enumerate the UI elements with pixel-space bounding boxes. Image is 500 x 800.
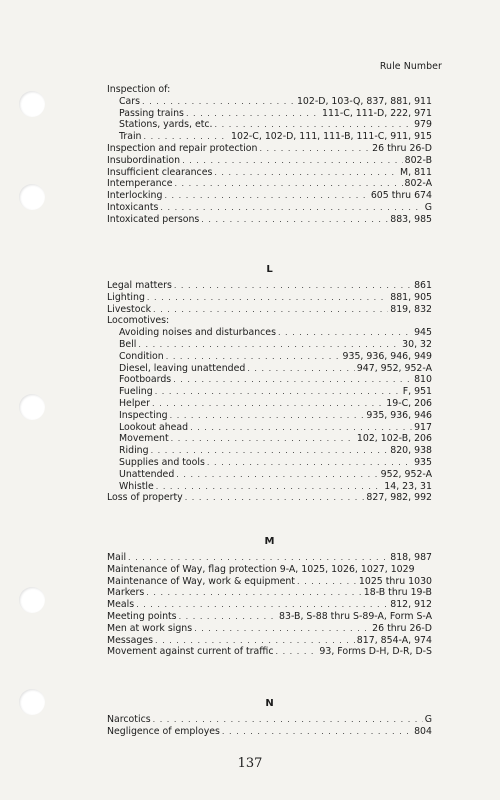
index-entry (107, 96, 432, 108)
index-entry (107, 214, 432, 226)
leader-dots (222, 726, 412, 738)
index-entry (107, 280, 432, 292)
index-entry (107, 646, 432, 658)
leader-dots (174, 280, 412, 292)
entry-rule-number: 818, 987 (390, 552, 432, 563)
entry-label: Cars (119, 95, 141, 107)
index-entry (107, 304, 432, 316)
leader-dots (215, 119, 413, 131)
leader-dots (194, 623, 370, 635)
index-entry (107, 422, 432, 434)
leader-dots (152, 398, 384, 410)
section-letter-n: N (265, 698, 274, 709)
index-entry (107, 108, 432, 120)
entry-rule-number: 14, 23, 31 (384, 480, 432, 492)
section-i (107, 84, 432, 226)
rule-number-header: Rule Number (379, 61, 442, 72)
leader-dots (278, 327, 412, 339)
entry-label: Insufficient clearances (107, 166, 213, 178)
leader-dots (173, 374, 412, 386)
entry-label: Legal matters (107, 280, 172, 291)
leader-dots (147, 292, 388, 304)
index-entry (107, 587, 432, 599)
entry-label: Movement (119, 433, 169, 445)
section-letter-m: M (264, 536, 275, 547)
index-entry (107, 714, 432, 726)
entry-rule-number: G (424, 201, 432, 213)
leader-dots (166, 351, 341, 363)
index-entry (107, 84, 432, 96)
leader-dots (142, 96, 295, 108)
index-entry (107, 599, 432, 611)
binder-hole (19, 184, 45, 210)
entry-label: Intoxicated persons (107, 213, 200, 225)
leader-dots (160, 202, 422, 214)
entry-rule-number: M, 811 (400, 166, 432, 178)
leader-dots (179, 611, 277, 623)
entry-rule-number: G (424, 714, 432, 725)
leader-dots (153, 304, 388, 316)
leader-dots (146, 587, 362, 599)
entry-rule-number: 935, 936, 946 (366, 409, 432, 421)
entry-rule-number: 18-B thru 19-B (363, 587, 432, 599)
section-n (107, 714, 432, 738)
entry-rule-number: 30, 32 (402, 338, 432, 350)
index-entry (107, 576, 432, 588)
index-entry (107, 726, 432, 738)
index-entry (107, 398, 432, 410)
entry-rule-number: 102-C, 102-D, 111, 111-B, 111-C, 911, 915 (231, 131, 432, 143)
section-m (107, 552, 432, 658)
entry-rule-number: 26 thru 26-D (372, 142, 432, 154)
section-l (107, 280, 432, 504)
leader-dots (156, 481, 383, 493)
entry-label: Supplies and tools (119, 456, 205, 468)
section-letter-l: L (266, 264, 273, 275)
entry-label: Insubordination (107, 154, 181, 166)
leader-dots (164, 190, 368, 202)
entry-label: Locomotives: (107, 315, 170, 327)
leader-dots (138, 339, 400, 351)
entry-rule-number: 820, 938 (390, 445, 432, 457)
leader-dots (185, 492, 365, 504)
entry-label: Riding (119, 445, 149, 457)
page-number: 137 (237, 756, 263, 771)
entry-rule-number: 935 (414, 456, 432, 468)
entry-rule-number: 804 (414, 725, 432, 737)
entry-label: Livestock (107, 303, 152, 315)
index-entry (107, 445, 432, 457)
entry-label: Meeting points (107, 610, 177, 622)
leader-dots (214, 167, 398, 179)
entry-label: Inspection and repair protection (107, 142, 258, 154)
entry-label: Men at work signs (107, 622, 193, 634)
entry-label: Unattended (119, 468, 175, 480)
entry-rule-number: 605 thru 674 (370, 190, 432, 202)
index-entry (107, 469, 432, 481)
entry-label: Lookout ahead (119, 421, 189, 433)
entry-rule-number: 102-D, 103-Q, 837, 881, 911 (296, 95, 432, 107)
leader-dots (182, 155, 403, 167)
entry-label: Diesel, leaving unattended (119, 362, 246, 374)
entry-rule-number: 83-B, S-88 thru S-89-A, Form S-A (279, 610, 432, 622)
entry-rule-number: 952, 952-A (380, 468, 432, 480)
entry-label: Movement against current of traffic (107, 646, 274, 658)
entry-rule-number: 917 (414, 421, 432, 433)
index-entry (107, 635, 432, 647)
index-entry (107, 292, 432, 304)
entry-label: Avoiding noises and disturbances (119, 327, 276, 339)
leader-dots (153, 714, 423, 726)
entry-label: Interlocking (107, 190, 163, 202)
index-entry (107, 433, 432, 445)
entry-rule-number: 93, Forms D-H, D-R, D-S (319, 646, 432, 658)
index-entry (107, 190, 432, 202)
entry-label: Markers (107, 587, 145, 599)
leader-dots (171, 433, 355, 445)
entry-rule-number: 827, 982, 992 (366, 492, 432, 504)
entry-rule-number: 802-A (404, 178, 432, 190)
entry-rule-number: 979 (414, 119, 432, 131)
leader-dots (190, 422, 412, 434)
entry-label: Loss of property (107, 492, 183, 504)
leader-dots (297, 576, 357, 588)
entry-label: Maintenance of Way, work & equipment (107, 575, 295, 587)
entry-label: Train (119, 131, 142, 143)
entry-rule-number: 26 thru 26-D (372, 622, 432, 634)
leader-dots (151, 445, 389, 457)
leader-dots (136, 599, 388, 611)
leader-dots (155, 635, 355, 647)
entry-rule-number: 861 (414, 280, 432, 291)
entry-label: Whistle (119, 480, 154, 492)
entry-label: Inspection of: (107, 84, 171, 95)
index-entry (107, 202, 432, 214)
leader-dots (170, 410, 365, 422)
entry-label: Narcotics (107, 714, 151, 725)
index-entry (107, 351, 432, 363)
leader-dots (247, 363, 354, 375)
entry-rule-number: 817, 854-A, 974 (356, 634, 432, 646)
leader-dots (259, 143, 370, 155)
index-entry (107, 410, 432, 422)
entry-label: Passing trains (119, 107, 184, 119)
entry-rule-number: 883, 985 (390, 213, 432, 225)
leader-dots (144, 131, 230, 143)
entry-rule-number: 945 (414, 327, 432, 339)
leader-dots (207, 457, 412, 469)
leader-dots (186, 108, 320, 120)
entry-label: Mail (107, 552, 127, 563)
leader-dots (128, 552, 388, 564)
index-entry (107, 564, 432, 576)
entry-rule-number: 111-C, 111-D, 222, 971 (322, 107, 432, 119)
entry-rule-number: 1025 thru 1030 (358, 575, 432, 587)
index-entry (107, 623, 432, 635)
binder-hole (19, 394, 45, 420)
index-entry (107, 167, 432, 179)
index-entry (107, 492, 432, 504)
index-entry (107, 481, 432, 493)
index-entry (107, 119, 432, 131)
leader-dots (174, 178, 402, 190)
entry-label: Negligence of employes (107, 725, 220, 737)
entry-rule-number: 19-C, 206 (386, 397, 432, 409)
index-entry (107, 155, 432, 167)
leader-dots (275, 646, 317, 658)
entry-rule-number: 802-B (404, 154, 432, 166)
leader-dots (201, 214, 388, 226)
index-entry (107, 457, 432, 469)
binder-hole (19, 689, 45, 715)
index-entry (107, 315, 432, 327)
entry-rule-number: 881, 905 (390, 291, 432, 303)
index-entry (107, 374, 432, 386)
entry-rule-number: 819, 832 (390, 303, 432, 315)
entry-rule-number: F, 951 (402, 386, 432, 398)
leader-dots (155, 386, 401, 398)
binder-hole (19, 587, 45, 613)
entry-label: Fueling (119, 386, 153, 398)
index-entry (107, 386, 432, 398)
entry-label: Intoxicants (107, 201, 159, 213)
index-entry (107, 552, 432, 564)
index-entry (107, 611, 432, 623)
entry-label: Stations, yards, etc. (119, 119, 213, 131)
entry-label: Footboards (119, 374, 172, 386)
entry-label: Maintenance of Way, flag protection 9-A, 1025, 1026, 1027, 1029 (107, 563, 415, 575)
entry-rule-number: 812, 912 (390, 599, 432, 611)
entry-label: Lighting (107, 291, 145, 303)
entry-rule-number: 947, 952, 952-A (356, 362, 432, 374)
entry-label: Bell (119, 338, 137, 350)
index-entry (107, 363, 432, 375)
entry-label: Messages (107, 634, 153, 646)
entry-label: Intemperance (107, 178, 173, 190)
entry-label: Meals (107, 599, 135, 611)
entry-label: Inspecting (119, 409, 168, 421)
index-entry (107, 327, 432, 339)
entry-rule-number: 935, 936, 946, 949 (342, 350, 432, 362)
binder-hole (19, 91, 45, 117)
index-entry (107, 339, 432, 351)
entry-label: Condition (119, 350, 164, 362)
index-entry (107, 178, 432, 190)
index-entry (107, 131, 432, 143)
index-entry (107, 143, 432, 155)
entry-rule-number: 810 (414, 374, 432, 386)
entry-label: Helper (119, 397, 150, 409)
leader-dots (176, 469, 378, 481)
entry-rule-number: 102, 102-B, 206 (356, 433, 432, 445)
